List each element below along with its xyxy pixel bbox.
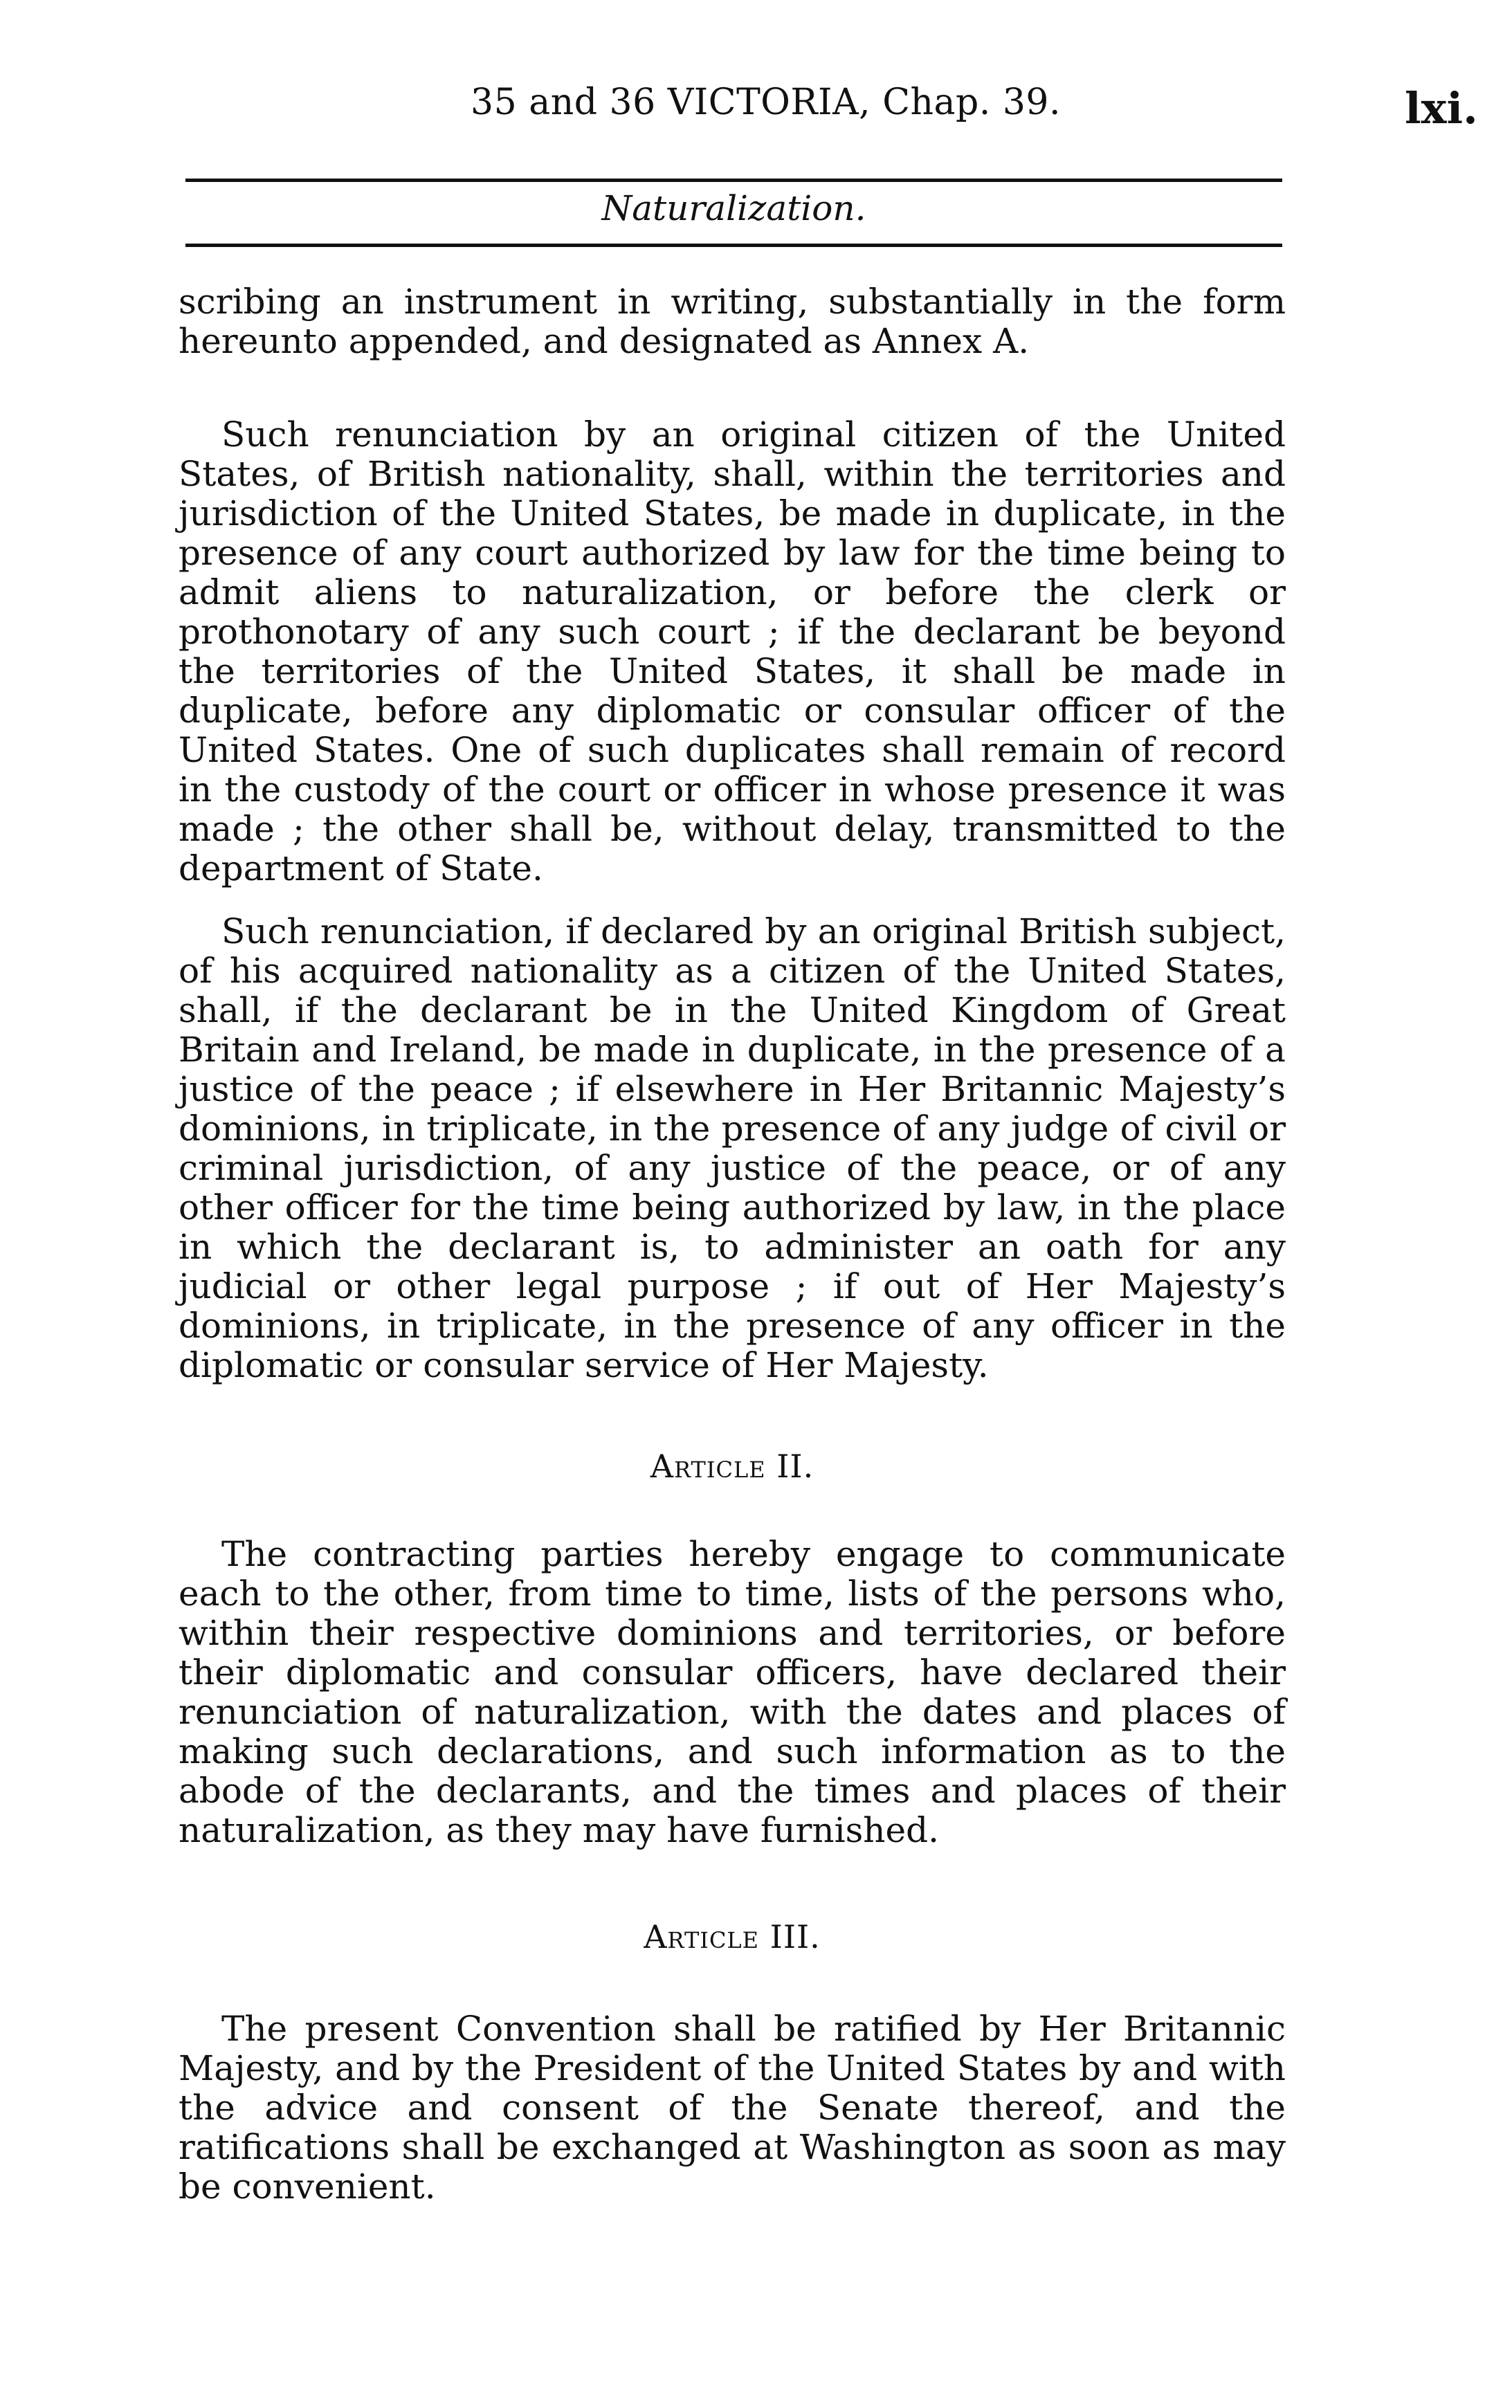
header-bottom-rule [185,244,1282,247]
running-title: 35 and 36 VICTORIA, Chap. 39. [471,82,1062,123]
article-iii-text: The present Convention shall be ratified by Her Britannic Majesty, and by the President of the United States by and with the advice and consent of the Senate thereof, and the ratifications shall be exchanged at Washington as soon as may be convenient. [179,2009,1286,2207]
paragraph-us-renunciation [179,415,1286,888]
header-top-rule [185,179,1282,182]
article-ii-text-block [179,1535,1286,1850]
article-iii-heading: Article III. [644,1918,821,1955]
paragraph-text: Such renunciation, if declared by an original British subject, of his acquired nationality as a citizen of the United States, shall, if the declarant be in the United Kingdom of Great Britain and Ireland, be made in duplicate, in the presence of a justice of the peace ; if elsewhere in Her Britannic Majesty’s dominions, in triplicate, in the presence of any judge of civil or criminal jurisdiction, of any justice of the peace, or of any other officer for the time being authorized by law, in the place in which the declarant is, to administer an oath for any judicial or other legal purpose ; if out of Her Majesty’s dominions, in triplicate, in the presence of any officer in the diplomatic or consular service of Her Majesty. [179,911,1286,1385]
running-head [0,82,1512,144]
article-ii-heading: Article II. [650,1448,814,1485]
article-iii-text-block [179,2009,1286,2207]
paragraph-text: Such renunciation by an original citizen of the United States, of British nationality, shall, within the territories and jurisdiction of the United States, be made in duplicate, in the presence of any court authorized by law for the time being to admit aliens to naturalization, or before the clerk or prothonotary of any such court ; if the declarant be beyond the territories of the United States, it shall be made in duplicate, before any diplomatic or consular officer of the United States. One of such duplicates shall remain of record in the custody of the court or officer in whose presence it was made ; the other shall be, without delay, transmitted to the department of State. [179,414,1286,888]
page-number: lxi. [1405,83,1478,134]
paragraph-text: scribing an instrument in writing, substantially in the form hereunto appended, and designated as Annex A. [179,282,1286,361]
section-heading: Naturalization. [601,188,866,228]
article-ii-text: The contracting parties hereby engage to communicate each to the other, from time to time, lists of the persons who, within their respective dominions and territories, or before their diplomatic and consular officers, have declared their renunciation of naturalization, with the dates and places of making such declarations, and such information as to the abode of the declarants, and the times and places of their naturalization, as they may have furnished. [179,1534,1286,1850]
paragraph-british-renunciation [179,912,1286,1385]
paragraph-continuation [179,282,1286,361]
